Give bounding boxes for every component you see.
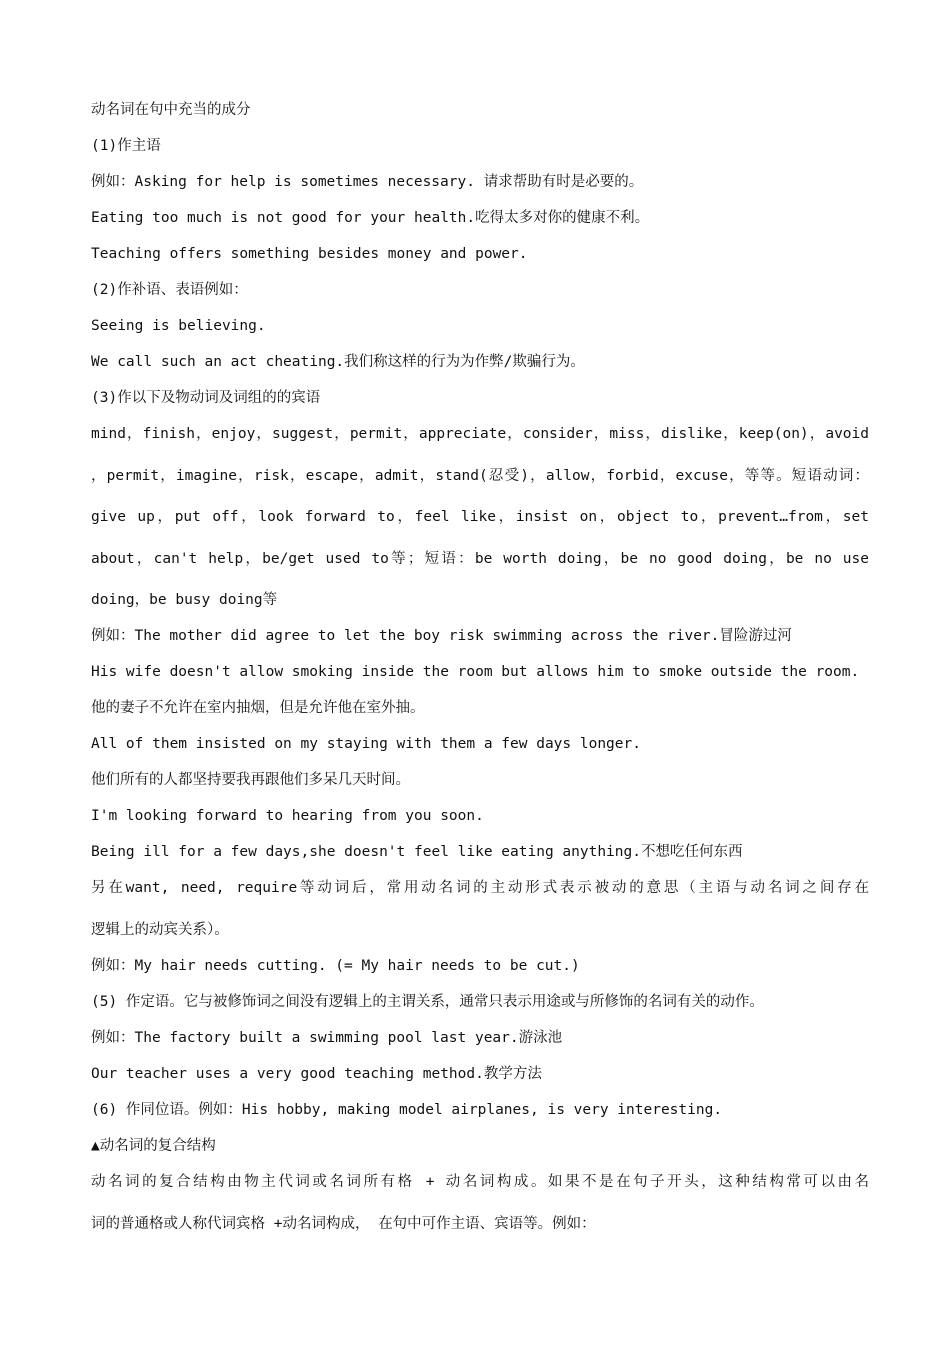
verb-list-line: about，can't help，be/get used to等；短语：be worth doing，be no good doing，be no use [91, 550, 869, 567]
verb-list-line: doing，be busy doing等 [91, 592, 278, 608]
example-line: 例如：The factory built a swimming pool last year.游泳池 [91, 1030, 563, 1046]
verb-list-line: give up，put off，look forward to，feel like，insist on，object to，prevent…from，set [91, 509, 869, 525]
example-line: 例如：The mother did agree to let the boy risk swimming across the river.冒险游过河 [91, 628, 792, 644]
paragraph-line: 另在want, need, require等动词后，常用动名词的主动形式表示被动的意思（主语与动名词之间存在 [91, 880, 869, 896]
subheading: (6) 作同位语。例如：His hobby, making model airplanes, is very interesting. [91, 1102, 723, 1118]
subheading: (3)作以下及物动词及词组的的宾语 [91, 390, 321, 406]
section-heading: 动名词在句中充当的成分 [91, 102, 251, 118]
example-line: Being ill for a few days,she doesn't feel like eating anything.不想吃任何东西 [91, 844, 743, 860]
paragraph-line: 逻辑上的动宾关系）。 [91, 922, 229, 938]
translation-line: 他们所有的人都坚持要我再跟他们多呆几天时间。 [91, 772, 410, 788]
example-line: We call such an act cheating.我们称这样的行为为作弊/欺骗行为。 [91, 354, 585, 370]
example-line: 例如：My hair needs cutting. (= My hair needs to be cut.) [91, 958, 580, 974]
example-line: Teaching offers something besides money and power. [91, 246, 528, 262]
verb-list-line: mind，finish，enjoy，suggest，permit，appreciate，consider，miss，dislike，keep(on)，avoid [91, 426, 869, 442]
paragraph-line: 词的普通格或人称代词宾格 +动名词构成， 在句中可作主语、宾语等。例如： [91, 1216, 596, 1232]
section-heading: ▲动名词的复合结构 [91, 1138, 216, 1154]
subheading: (1)作主语 [91, 138, 161, 154]
example-line: 例如：Asking for help is sometimes necessary. 请求帮助有时是必要的。 [91, 174, 644, 190]
example-line: Our teacher uses a very good teaching method.教学方法 [91, 1066, 542, 1082]
subheading: (2)作补语、表语例如： [91, 282, 248, 298]
subheading: (5) 作定语。它与被修饰词之间没有逻辑上的主谓关系，通常只表示用途或与所修饰的名词有关的动作。 [91, 994, 764, 1010]
verb-list-line: ，permit，imagine，risk，escape，admit，stand(忍受)，allow，forbid，excuse，等等。短语动词： [91, 467, 869, 484]
example-line: All of them insisted on my staying with them a few days longer. [91, 736, 641, 752]
example-line: Eating too much is not good for your health.吃得太多对你的健康不利。 [91, 210, 650, 226]
example-line: I'm looking forward to hearing from you soon. [91, 808, 484, 824]
example-line: His wife doesn't allow smoking inside the room but allows him to smoke outside the room. [91, 664, 860, 680]
paragraph-line: 动名词的复合结构由物主代词或名词所有格 + 动名词构成。如果不是在句子开头，这种结构常可以由名 [91, 1174, 869, 1190]
translation-line: 他的妻子不允许在室内抽烟，但是允许他在室外抽。 [91, 700, 425, 716]
example-line: Seeing is believing. [91, 318, 266, 334]
document-page [91, 96, 871, 1246]
